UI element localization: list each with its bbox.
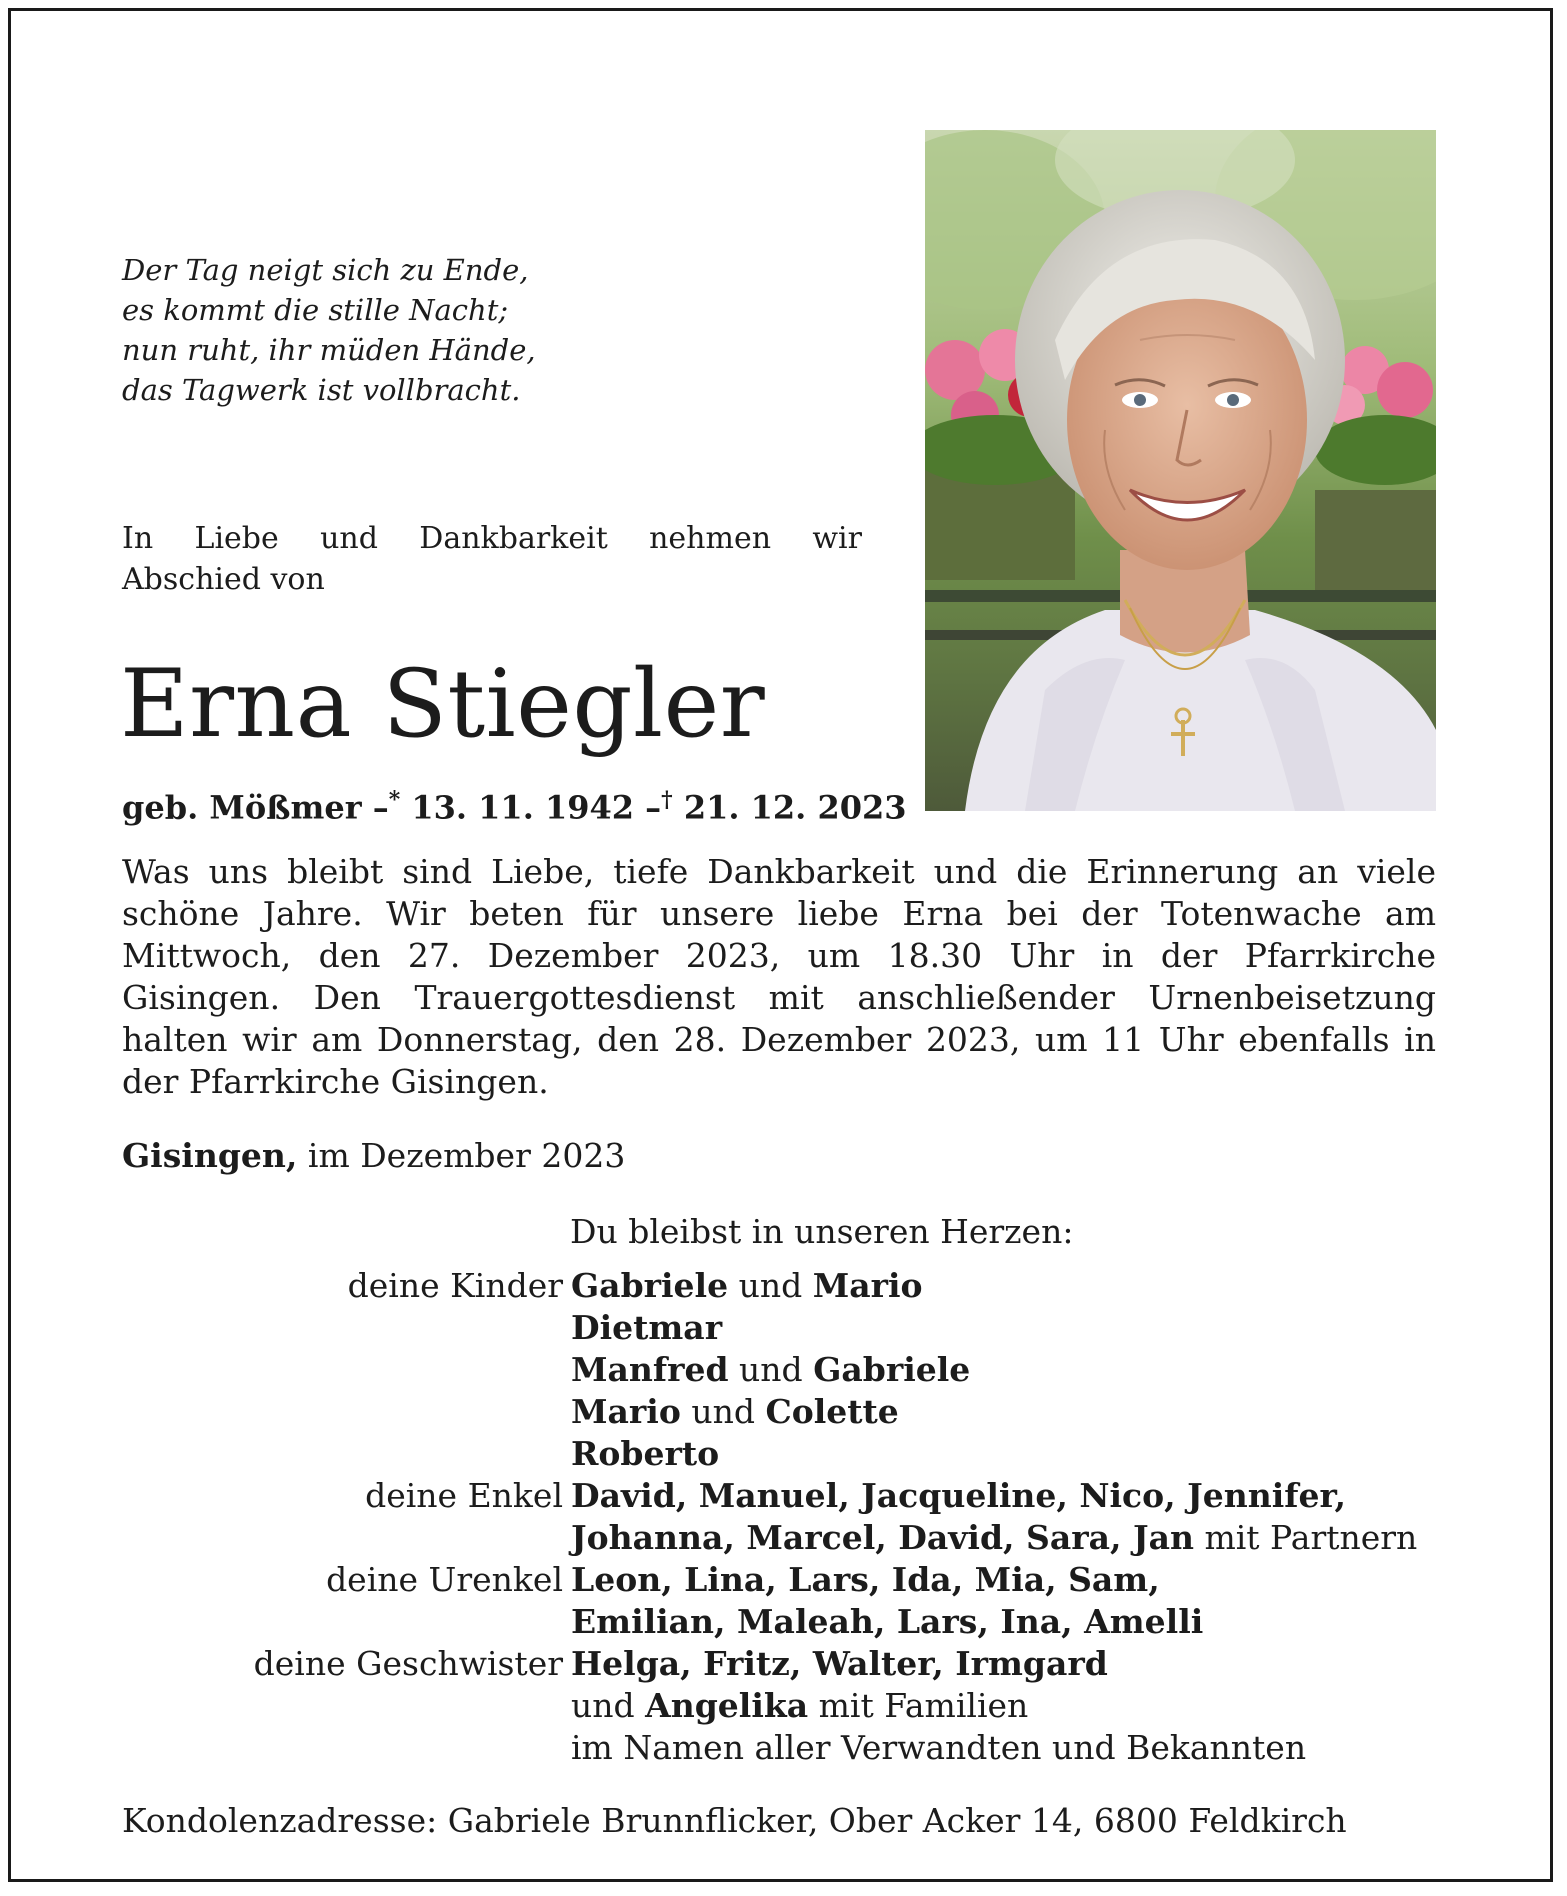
- family-names: [571, 1391, 899, 1433]
- body-line: schöne Jahre. Wir beten für unsere liebe Erna bei der Totenwache am: [122, 894, 1436, 933]
- announcement-text: [122, 851, 1436, 1103]
- poem-line: es kommt die stille Nacht;: [122, 293, 509, 327]
- body-line: Mittwoch, den 27. Dezember 2023, um 18.30 Uhr in der Pfarrkirche: [122, 936, 1436, 975]
- family-member-name: Mario: [571, 1392, 681, 1431]
- poem: [122, 250, 642, 410]
- birth-date: 13. 11. 1942: [411, 788, 635, 827]
- family-connector-text: und: [680, 1392, 766, 1431]
- family-member-name: Johanna, Marcel, David, Sara, Jan: [571, 1518, 1194, 1557]
- family-connector-text: und: [728, 1266, 813, 1305]
- family-relation-label: [122, 1391, 571, 1433]
- family-names: [571, 1727, 1306, 1769]
- family-member-name: Gabriele: [571, 1266, 729, 1305]
- family-names: [571, 1559, 1160, 1601]
- family-connector-text: mit Familien: [808, 1686, 1029, 1725]
- place-month: im Dezember 2023: [307, 1136, 626, 1175]
- family-member-name: Emilian, Maleah, Lars, Ina, Amelli: [571, 1602, 1204, 1641]
- maiden-name: geb. Mößmer: [122, 788, 362, 827]
- family-names: [571, 1685, 1028, 1727]
- family-member-name: David, Manuel, Jacqueline, Nico, Jennifer,: [571, 1476, 1346, 1515]
- intro-word: wir: [812, 521, 862, 556]
- family-member-name: Angelika: [645, 1686, 809, 1725]
- family-connector-text: im Namen aller Verwandten und Bekannten: [571, 1728, 1307, 1767]
- family-row: [122, 1433, 1442, 1475]
- family-row: [122, 1685, 1442, 1727]
- intro-word: und: [320, 521, 378, 556]
- family-list: [122, 1265, 1442, 1769]
- dash: –: [645, 788, 662, 827]
- death-date: 21. 12. 2023: [683, 788, 907, 827]
- family-member-name: Dietmar: [571, 1308, 723, 1347]
- family-relation-label: deine Enkel: [365, 1476, 563, 1515]
- body-line: Gisingen. Den Trauergottesdienst mit anschließender Urnenbeisetzung: [122, 978, 1436, 1017]
- born-symbol: *: [388, 787, 401, 813]
- body-line: Was uns bleibt sind Liebe, tiefe Dankbarkeit und die Erinnerung an viele: [122, 852, 1436, 891]
- family-names: [571, 1307, 722, 1349]
- family-relation-label: [122, 1601, 571, 1643]
- family-heading: Du bleibst in unseren Herzen:: [570, 1212, 1074, 1251]
- place-town: Gisingen,: [122, 1136, 298, 1175]
- died-symbol: †: [661, 787, 673, 813]
- family-member-name: Colette: [765, 1392, 899, 1431]
- poem-line: nun ruht, ihr müden Hände,: [122, 333, 536, 367]
- family-row: [122, 1601, 1442, 1643]
- family-member-name: Helga, Fritz, Walter, Irmgard: [571, 1644, 1108, 1683]
- family-relation-label: [122, 1685, 571, 1727]
- poem-line: das Tagwerk ist vollbracht.: [122, 373, 521, 407]
- family-connector-text: mit Partnern: [1193, 1518, 1418, 1557]
- family-names: [571, 1475, 1346, 1517]
- family-row: [122, 1391, 1442, 1433]
- family-relation-label: [122, 1517, 571, 1559]
- condolence-address: Kondolenzadresse: Gabriele Brunnflicker, Ober Acker 14, 6800 Feldkirch: [122, 1801, 1347, 1840]
- body-line: halten wir am Donnerstag, den 28. Dezember 2023, um 11 Uhr ebenfalls in: [122, 1020, 1436, 1059]
- family-row: [122, 1727, 1442, 1769]
- family-relation-label: deine Urenkel: [326, 1560, 563, 1599]
- family-relation-label: [122, 1727, 571, 1769]
- family-row: [122, 1517, 1442, 1559]
- family-relation-label: [122, 1433, 571, 1475]
- family-relation-label: deine Kinder: [347, 1266, 563, 1305]
- family-names: [571, 1433, 719, 1475]
- family-member-name: Leon, Lina, Lars, Ida, Mia, Sam,: [571, 1560, 1160, 1599]
- family-row: [122, 1559, 1442, 1601]
- deceased-name: Erna Stiegler: [120, 650, 766, 759]
- family-member-name: Gabriele: [813, 1350, 971, 1389]
- family-row: [122, 1307, 1442, 1349]
- family-connector-text: und: [728, 1350, 814, 1389]
- family-row: [122, 1643, 1442, 1685]
- family-row: [122, 1475, 1442, 1517]
- family-names: [571, 1349, 970, 1391]
- dash: –: [372, 788, 389, 827]
- family-row: [122, 1349, 1442, 1391]
- family-connector-text: und: [571, 1686, 646, 1725]
- family-names: [571, 1517, 1417, 1559]
- intro-word: nehmen: [649, 521, 772, 556]
- family-relation-label: [122, 1307, 571, 1349]
- place-date: [122, 1135, 625, 1177]
- family-relation-label: [122, 1349, 571, 1391]
- poem-line: Der Tag neigt sich zu Ende,: [122, 253, 529, 287]
- family-member-name: Roberto: [571, 1434, 720, 1473]
- intro-word: Dankbarkeit: [419, 521, 608, 556]
- portrait-photo: [925, 130, 1436, 811]
- family-names: [571, 1601, 1203, 1643]
- birth-death-line: [122, 780, 907, 828]
- family-member-name: Mario: [812, 1266, 923, 1305]
- family-relation-label: deine Geschwister: [253, 1644, 563, 1683]
- family-names: [571, 1643, 1108, 1685]
- family-row: [122, 1265, 1442, 1307]
- family-member-name: Manfred: [571, 1350, 729, 1389]
- intro-line-2: Abschied von: [122, 562, 325, 597]
- family-names: [571, 1265, 923, 1307]
- intro-text: [122, 518, 862, 600]
- intro-word: In: [122, 521, 154, 556]
- intro-word: Liebe: [194, 521, 279, 556]
- body-line: der Pfarrkirche Gisingen.: [122, 1062, 549, 1101]
